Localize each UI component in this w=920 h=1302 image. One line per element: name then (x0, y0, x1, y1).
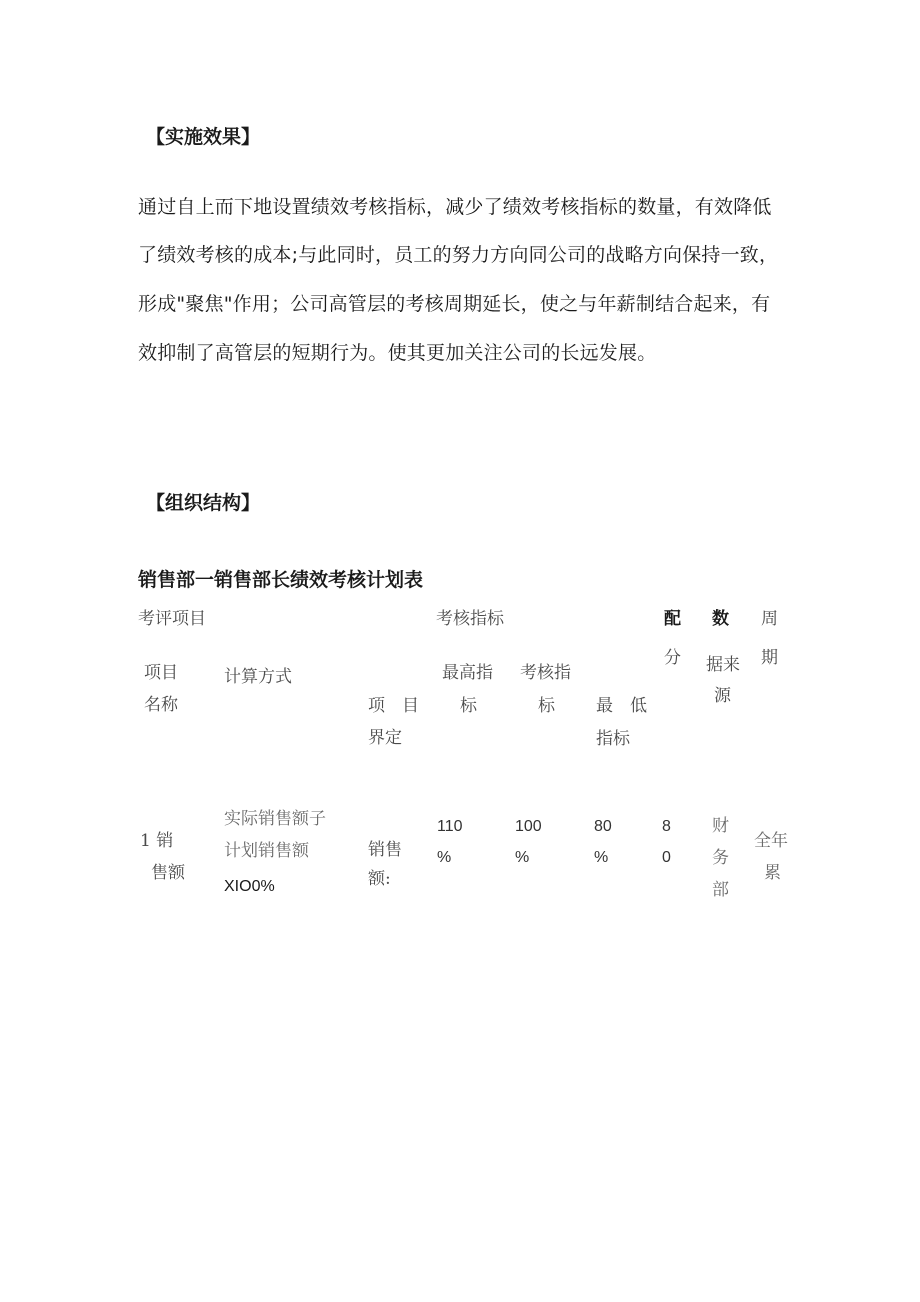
header-source-top: 数 (712, 609, 729, 629)
header-weight-top: 配 (664, 609, 681, 629)
header-source-bottom: 源 (714, 686, 731, 706)
header-item-name-2: 名称 (144, 695, 178, 715)
header-weight-bottom: 分 (664, 648, 681, 668)
header-source-mid: 据来 (706, 655, 740, 675)
header-max-2: 标 (460, 696, 477, 716)
header-min-1: 最 低 (596, 696, 647, 716)
row-target-2: % (515, 849, 530, 866)
header-item-def-2: 界定 (368, 728, 402, 748)
paragraph-line: 形成"聚焦"作用；公司高管层的考核周期延长，使之与年薪制结合起来，有 (138, 293, 771, 315)
header-period-bottom: 期 (761, 648, 778, 668)
header-item-name-1: 项目 (144, 663, 178, 683)
paragraph-line: 效抑制了高管层的短期行为。使其更加关注公司的长远发展。 (138, 342, 657, 364)
row-period-1: 全年 (754, 831, 788, 851)
row-calc-1: 实际销售额子 (224, 809, 326, 829)
table-title: 销售部一销售部长绩效考核计划表 (138, 569, 424, 591)
row-weight-2: 0 (662, 849, 671, 866)
paragraph-line: 通过自上而下地设置绩效考核指标，减少了绩效考核指标的数量，有效降低 (138, 196, 772, 218)
row-max-1: 110 (437, 818, 463, 835)
row-period-2: 累 (764, 863, 781, 883)
header-calc-method: 计算方式 (224, 667, 292, 687)
row-source-2: 务 (712, 848, 729, 868)
header-target-1: 考核指 (520, 663, 571, 683)
row-min-2: % (594, 849, 609, 866)
header-indicators: 考核指标 (436, 609, 504, 629)
header-target-2: 标 (538, 696, 555, 716)
header-period-top: 周 (761, 609, 778, 629)
row-target-1: 100 (515, 818, 542, 835)
header-item-def-1: 项 目 (368, 696, 419, 716)
row-calc-3: XIO0% (224, 878, 275, 895)
row-name-2: 售额 (151, 863, 185, 883)
row-min-1: 80 (594, 818, 612, 835)
row-def-1: 销售 (368, 840, 402, 860)
header-min-2: 指标 (596, 729, 630, 749)
section-heading-org: 【组织结构】 (146, 492, 261, 514)
row-max-2: % (437, 849, 452, 866)
row-calc-2: 计划销售额 (224, 841, 309, 861)
row-weight-1: 8 (662, 818, 671, 835)
row-def-2: 额: (368, 869, 391, 889)
paragraph-line: 了绩效考核的成本;与此同时，员工的努力方向同公司的战略方向保持一致， (138, 244, 779, 266)
row-source-3: 部 (712, 880, 729, 900)
header-max-1: 最高指 (442, 663, 493, 683)
row-name-1: 1 销 (140, 831, 174, 851)
section-heading-effect: 【实施效果】 (146, 126, 261, 148)
header-eval-item: 考评项目 (138, 609, 206, 629)
row-source-1: 财 (712, 816, 729, 836)
